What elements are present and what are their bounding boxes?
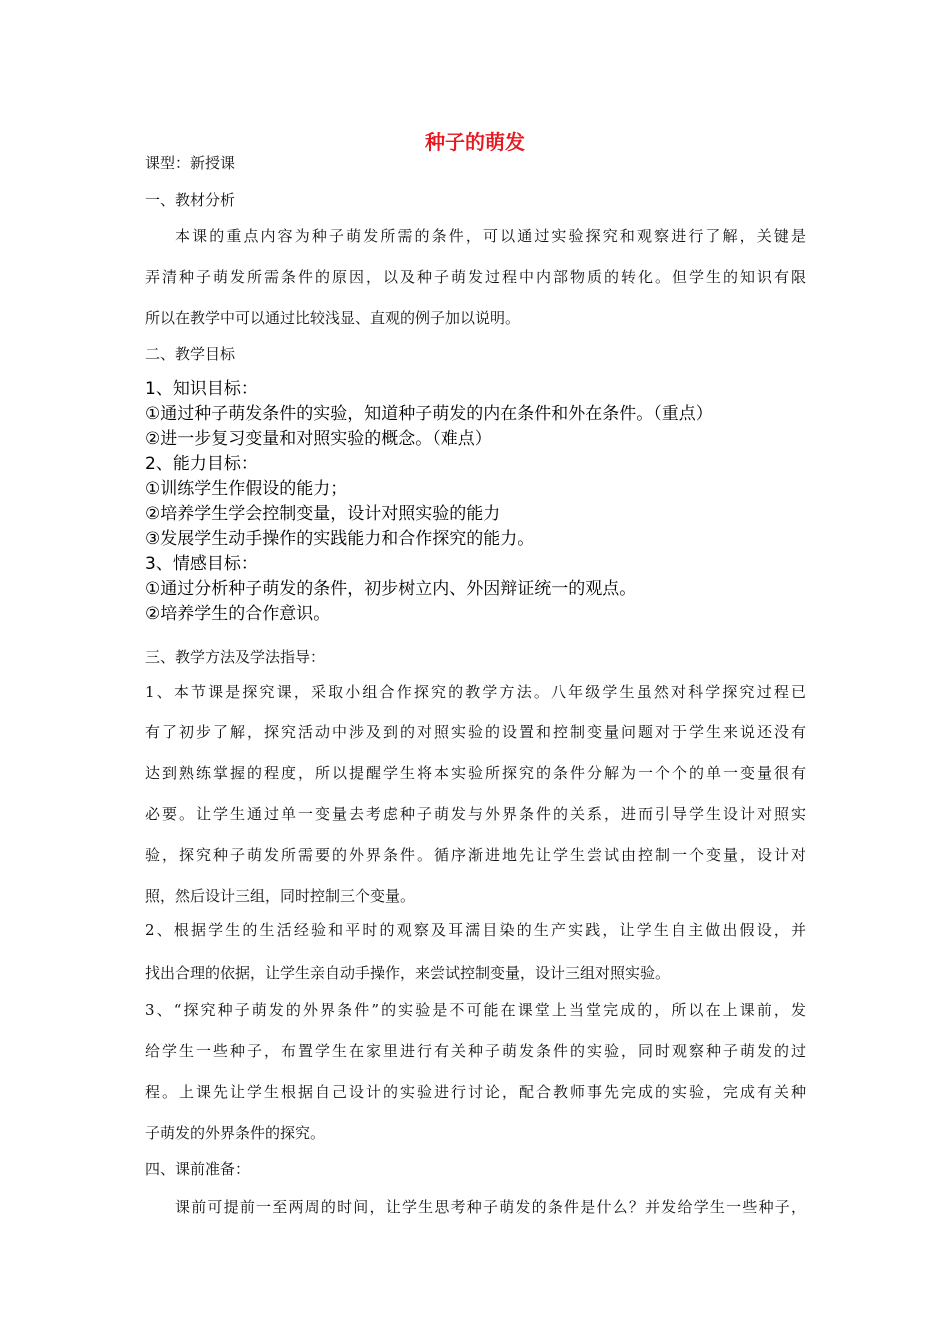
paragraph-line: 课前可提前一至两周的时间，让学生思考种子萌发的条件是什么？并发给学生一些种子，	[175, 1198, 806, 1216]
section-heading-4: 四、课前准备：	[145, 1160, 251, 1178]
paragraph-line: 3、“探究种子萌发的外界条件”的实验是不可能在课堂上当堂完成的，所以在上课前，发	[145, 1001, 806, 1019]
paragraph-line: 照，然后设计三组，同时控制三个变量。	[145, 887, 416, 905]
paragraph-line: 本课的重点内容为种子萌发所需的条件，可以通过实验探究和观察进行了解，关键是	[175, 227, 806, 245]
page-title: 种子的萌发	[425, 130, 525, 154]
paragraph-line: 子萌发的外界条件的探究。	[145, 1124, 326, 1142]
objective-line: ①通过种子萌发条件的实验，知道种子萌发的内在条件和外在条件。（重点）	[145, 404, 713, 424]
paragraph-line: 1、本节课是探究课，采取小组合作探究的教学方法。八年级学生虽然对科学探究过程已	[145, 683, 806, 701]
paragraph-line: 有了初步了解，探究活动中涉及到的对照实验的设置和控制变量问题对于学生来说还没有	[145, 723, 806, 741]
objective-line: ①通过分析种子萌发的条件，初步树立内、外因辩证统一的观点。	[145, 579, 637, 599]
paragraph-line: 必要。让学生通过单一变量去考虑种子萌发与外界条件的关系，进而引导学生设计对照实	[145, 805, 806, 823]
paragraph-line: 验，探究种子萌发所需要的外界条件。循序渐进地先让学生尝试由控制一个变量，设计对	[145, 846, 806, 864]
objective-line: ③发展学生动手操作的实践能力和合作探究的能力。	[145, 529, 535, 549]
section-heading-2: 二、教学目标	[145, 345, 236, 363]
paragraph-line: 程。上课先让学生根据自己设计的实验进行讨论，配合教师事先完成的实验，完成有关种	[145, 1083, 806, 1101]
objective-line: ①训练学生作假设的能力；	[145, 479, 348, 499]
objective-line: 2、能力目标：	[145, 454, 258, 474]
objective-line: ②培养学生的合作意识。	[145, 604, 331, 624]
section-heading-3: 三、教学方法及学法指导：	[145, 648, 326, 666]
paragraph-line: 达到熟练掌握的程度，所以提醒学生将本实验所探究的条件分解为一个个的单一变量很有	[145, 764, 806, 782]
paragraph-line: 给学生一些种子，布置学生在家里进行有关种子萌发条件的实验，同时观察种子萌发的过	[145, 1042, 806, 1060]
paragraph-line: 弄清种子萌发所需条件的原因，以及种子萌发过程中内部物质的转化。但学生的知识有限	[145, 268, 806, 286]
paragraph-line: 2、根据学生的生活经验和平时的观察及耳濡目染的生产实践，让学生自主做出假设，并	[145, 921, 806, 939]
objective-line: ②培养学生学会控制变量，设计对照实验的能力	[145, 504, 501, 524]
section-heading-1: 一、教材分析	[145, 191, 236, 209]
objective-line: 3、情感目标：	[145, 554, 258, 574]
objective-line: ②进一步复习变量和对照实验的概念。（难点）	[145, 429, 492, 449]
paragraph-line: 找出合理的依据，让学生亲自动手操作，来尝试控制变量，设计三组对照实验。	[145, 964, 671, 982]
paragraph-line: 所以在教学中可以通过比较浅显、直观的例子加以说明。	[145, 309, 521, 327]
lesson-type: 课型：新授课	[145, 154, 236, 172]
objective-line: 1、知识目标：	[145, 379, 258, 399]
